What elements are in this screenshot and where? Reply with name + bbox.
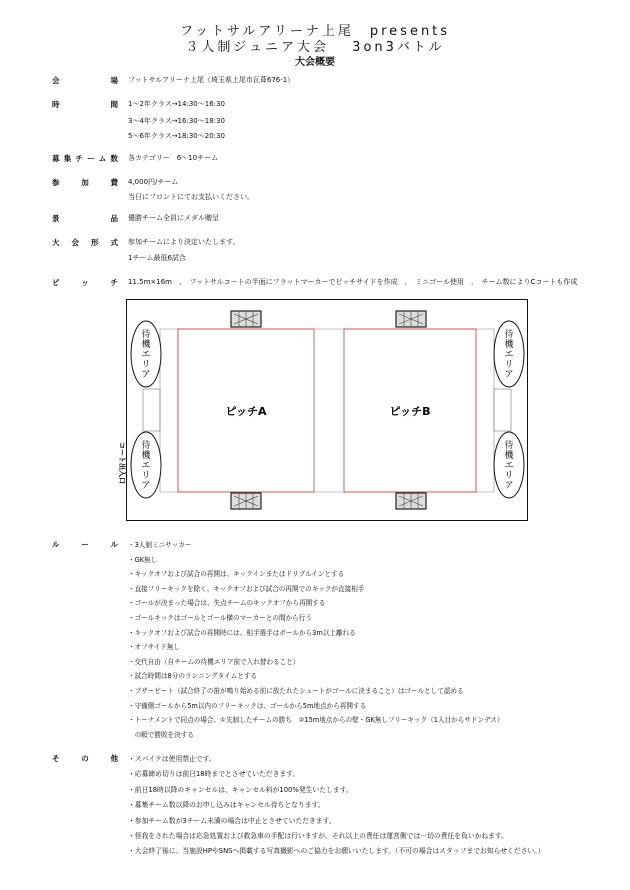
- other-item: ・スパイクは使用禁止です。: [128, 755, 216, 763]
- field-label: ピ ッ チ: [52, 278, 118, 287]
- section-heading: 大会概要: [295, 57, 335, 68]
- event-title: フットサルアリーナ上尾 presents: [179, 24, 451, 39]
- waiting-area-label: 待機エリア: [141, 330, 151, 380]
- rule-item: ・試合時間は8分のランニングタイムとする: [128, 672, 258, 681]
- rule-item: ・直接フリーキックを除く、キックオフおよび試合の再開でのキックが直接相手: [128, 584, 365, 593]
- other-label: そ の 他: [52, 754, 118, 763]
- field-value: 1〜2年クラス→14:30〜16:30: [128, 100, 225, 108]
- rule-item: ・キックオフおよび試合の再開は、キックインまたはドリブルインとする: [128, 570, 345, 579]
- other-item: ・募集チーム数以降のお申し込みはキャンセル待ちとなります。: [128, 801, 325, 810]
- goal-icon: [231, 311, 261, 327]
- rule-item: ・交代自由（自チームの待機エリア前で入れ替わること）: [128, 657, 300, 666]
- rule-item: ・守備側ゴールから5m以内のフリーキックは、ゴールから5m地点から再開する: [128, 701, 367, 710]
- waiting-area-label: 待機エリア: [504, 330, 514, 380]
- field-label: 景 品: [52, 214, 118, 223]
- field-value: 優勝チーム全員にメダル贈呈: [128, 214, 219, 222]
- goal-icon: [396, 493, 426, 509]
- event-subtitle: ３人制ジュニア大会 3on3バトル: [185, 40, 445, 55]
- field-value: 11.5m×16m ， フットサルコートの半面にフラットマーカーでピッチサイドを作成 ， ミニゴール使用 ， チーム数によりCコートも作成: [128, 278, 578, 286]
- field-value: 3〜4年クラス→16:30〜18:30: [128, 117, 225, 125]
- field-value: 各カテゴリー 6〜10チーム: [128, 154, 219, 162]
- field-value: 4,000円/チーム: [128, 178, 179, 186]
- pitch-b-label: ピッチB: [389, 405, 431, 418]
- field-value: 当日にフロントにてお支払いください。: [128, 193, 254, 201]
- field-label: 参 加 費: [52, 178, 118, 187]
- rule-item: の順で勝敗を決する: [128, 730, 194, 739]
- rule-item: ・ゴールが決まった場合は、失点チームのキックオフから再開する: [128, 599, 326, 608]
- waiting-area-label: 待機エリア: [141, 441, 151, 491]
- field-value: 1チーム最低6試合: [128, 254, 186, 262]
- rules-label: ル ー ル: [52, 540, 118, 549]
- other-item: ・参加チーム数が3チーム未満の場合は中止とさせていただきます。: [128, 816, 336, 825]
- goal-icon: [231, 493, 261, 509]
- field-label: 募 集 チ ー ム 数: [52, 154, 118, 163]
- pitch-a-label: ピッチA: [225, 405, 267, 418]
- field-value: 参加チームにより決定いたします。: [128, 238, 240, 246]
- other-item: ・大会終了後に、当施設HPやSNSへ掲載する写真撮影へのご協力をお願いいたします。（不可の場合はスタッフまでお知らせください。）: [128, 847, 545, 856]
- rule-item: ・キックオフおよび試合の再開時には、相手選手はボールから3m以上離れる: [128, 628, 356, 637]
- side-goal-box: [143, 389, 160, 431]
- field-label: 会 場: [52, 76, 118, 85]
- field-label: 時 間: [52, 100, 118, 109]
- goal-icon: [396, 311, 426, 327]
- field-value: 5〜6年クラス→18:30〜20:30: [128, 132, 225, 140]
- field-label: 大 会 形 式: [52, 238, 118, 247]
- field-value: フットサルアリーナ上尾（埼玉県上尾市瓦葺676-1）: [128, 76, 295, 84]
- other-item: ・怪我をされた場合は応急処置および救急車の手配は行いますが、それ以上の責任は運営側では一切の責任を負いかねます。: [128, 832, 509, 840]
- rule-item: ・GK無し: [128, 555, 158, 564]
- waiting-area-label: 待機エリア: [504, 441, 514, 491]
- rule-item: ・ゴールキックはゴールとゴール横のマーカーとの間から行う: [128, 614, 312, 622]
- other-item: ・前日18時以降のキャンセルは、キャンセル料が100%発生いたします。: [128, 785, 353, 794]
- court-outline: [127, 300, 528, 521]
- entrance-label: コート出入口: [118, 442, 126, 484]
- side-goal-box: [494, 389, 511, 431]
- other-item: ・応募締め切りは前日18時までとさせていただきます。: [128, 770, 300, 779]
- rule-item: ・トーナメントで同点の場合、①先制したチームの勝ち ②15m地点からの壁・GK無しフリーキック（1人目からサドンデス）: [128, 716, 504, 725]
- rule-item: ・オフサイド無し: [128, 643, 181, 652]
- rule-item: ・3人制ミニサッカー: [128, 541, 192, 549]
- rule-item: ・ブザービート（試合終了の笛が鳴り始める前に放たれたシュートがゴールに決まること）はゴールとして認める: [128, 687, 464, 695]
- pitch-diagram: [118, 299, 528, 521]
